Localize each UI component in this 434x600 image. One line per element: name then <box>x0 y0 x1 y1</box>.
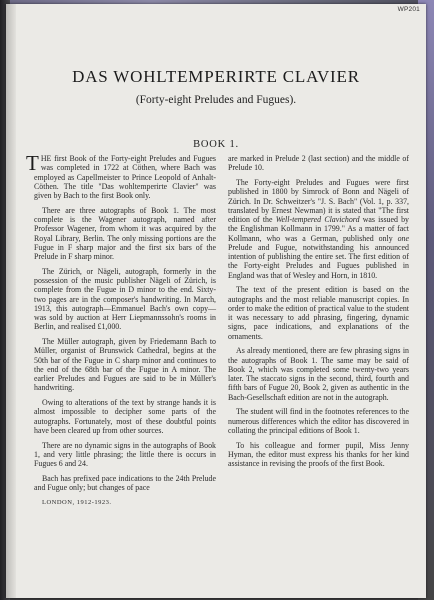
paragraph-1 <box>26 151 216 200</box>
catalog-number: WP201 <box>397 6 420 13</box>
page-title: DAS WOHLTEMPERIRTE CLAVIER <box>72 67 360 86</box>
paragraph-acknowledgement: To his colleague and former pupil, Miss Jenny Hyman, the editor must express his thanks for her kind assistance in revising the proofs of the first Book. <box>228 440 409 468</box>
paragraph-7: Bach has prefixed pace indications to the 24th Prelude and Fugue only; but changes of pace <box>34 473 216 492</box>
paragraph-publication-history <box>228 178 409 280</box>
right-column <box>228 154 409 474</box>
text-segment: Prelude and Fugue, notwithstanding his announced intention of publishing the entire set. The first edition of the Forty-eight Preludes and Fugues published in England was that of Wesley and Horn, in 1810. <box>228 242 409 280</box>
paragraph-4: The Müller autograph, given by Friedemann Bach to Müller, organist of Brunswick Cathedral, begins at the 50th bar of the Fugue in C sharp minor and continues to the end of the 68th bar of the Fugue in A minor. The earlier Preludes and Fugues are said to be in Müller's handwriting. <box>34 337 216 393</box>
paragraph-1-text: HE first Book of the Forty-eight Preludes and Fugues was completed in 1722 at Cöthen, where Bach was employed as Capellmeister to Prince Leopold of Anhalt-Cöthen. The title "Das wohltemperirte Clavier" was given by Bach to the first Book only. <box>34 154 216 200</box>
page-subtitle: (Forty-eight Preludes and Fugues). <box>135 94 297 106</box>
paragraph-text-basis: The text of the present edition is based on the autographs and the most reliable manuscript copies. In order to make the edition of practical value to the student it was necessary to add phrasing, fingering, dynamic signs, pace indications, and explanations of the ornaments. <box>228 285 409 341</box>
text-segment: was issued by the Englishman Kollmann in 1799." As a matter of fact Kollmann, who was a German, published only <box>228 215 409 243</box>
italic-word: one <box>397 233 409 243</box>
date-line: LONDON, 1912-1923. <box>42 498 112 506</box>
paragraph-6: There are no dynamic signs in the autographs of Book 1, and very little phrasing; the little there is occurs in Fugues 6 and 24. <box>34 440 216 468</box>
paragraph-continued: are marked in Prelude 2 (last section) and the middle of Prelude 10. <box>228 154 409 173</box>
paragraph-phrasing: As already mentioned, there are few phrasing signs in the autographs of Book 1. The same may be said of Book 2, which was completed some twenty-two years later. The staccato signs in the second, third, fourth and fifth bars of Fugue 20, Book 2, given as authentic in the Bach-Gesellschaft edition are not in the autograph. <box>228 346 409 402</box>
section-heading: BOOK 1. <box>193 139 239 150</box>
drop-cap: T <box>26 151 39 175</box>
paragraph-2: There are three autographs of Book 1. The most complete is the Wagener autograph, named after Professor Wagener, from whom it was acquired by the Royal Library, Berlin. The only missing portions are the Fugue in F sharp major and the first six bars of the Prelude in F sharp minor. <box>34 205 216 261</box>
text-segment: The Forty-eight Preludes and Fugues were first published in 1800 by Simrock of Bonn and Nägeli of Zürich. In Dr. Schweitzer's "J. S. Bach" (Vol. 1, p. 337, translated by Ernest Newman) it is stated that "The first edition of the <box>228 178 409 224</box>
document-page <box>6 4 426 598</box>
left-column <box>26 151 216 513</box>
italic-title: Well-tempered Clavichord <box>275 215 360 224</box>
paragraph-3: The Zürich, or Nägeli, autograph, formerly in the possession of the music publisher Nägeli of Zürich, is complete from the Fugue in D minor to the end. Sixty-two pages are in the composer's handwriting. In March, 1913, this autograph—Emmanuel Bach's own copy—was sold by auction at Herr Liepmannssohn's rooms in Berlin, and realised £1,000. <box>34 266 216 332</box>
paragraph-footnotes: The student will find in the footnotes references to the numerous differences which the editor has discovered in collating the principal editions of Book 1. <box>228 407 409 435</box>
paragraph-5: Owing to alterations of the text by strange hands it is almost impossible to decipher some parts of the autographs. Fortunately, most of these doubtful points have been cleared up from other sources. <box>34 398 216 435</box>
